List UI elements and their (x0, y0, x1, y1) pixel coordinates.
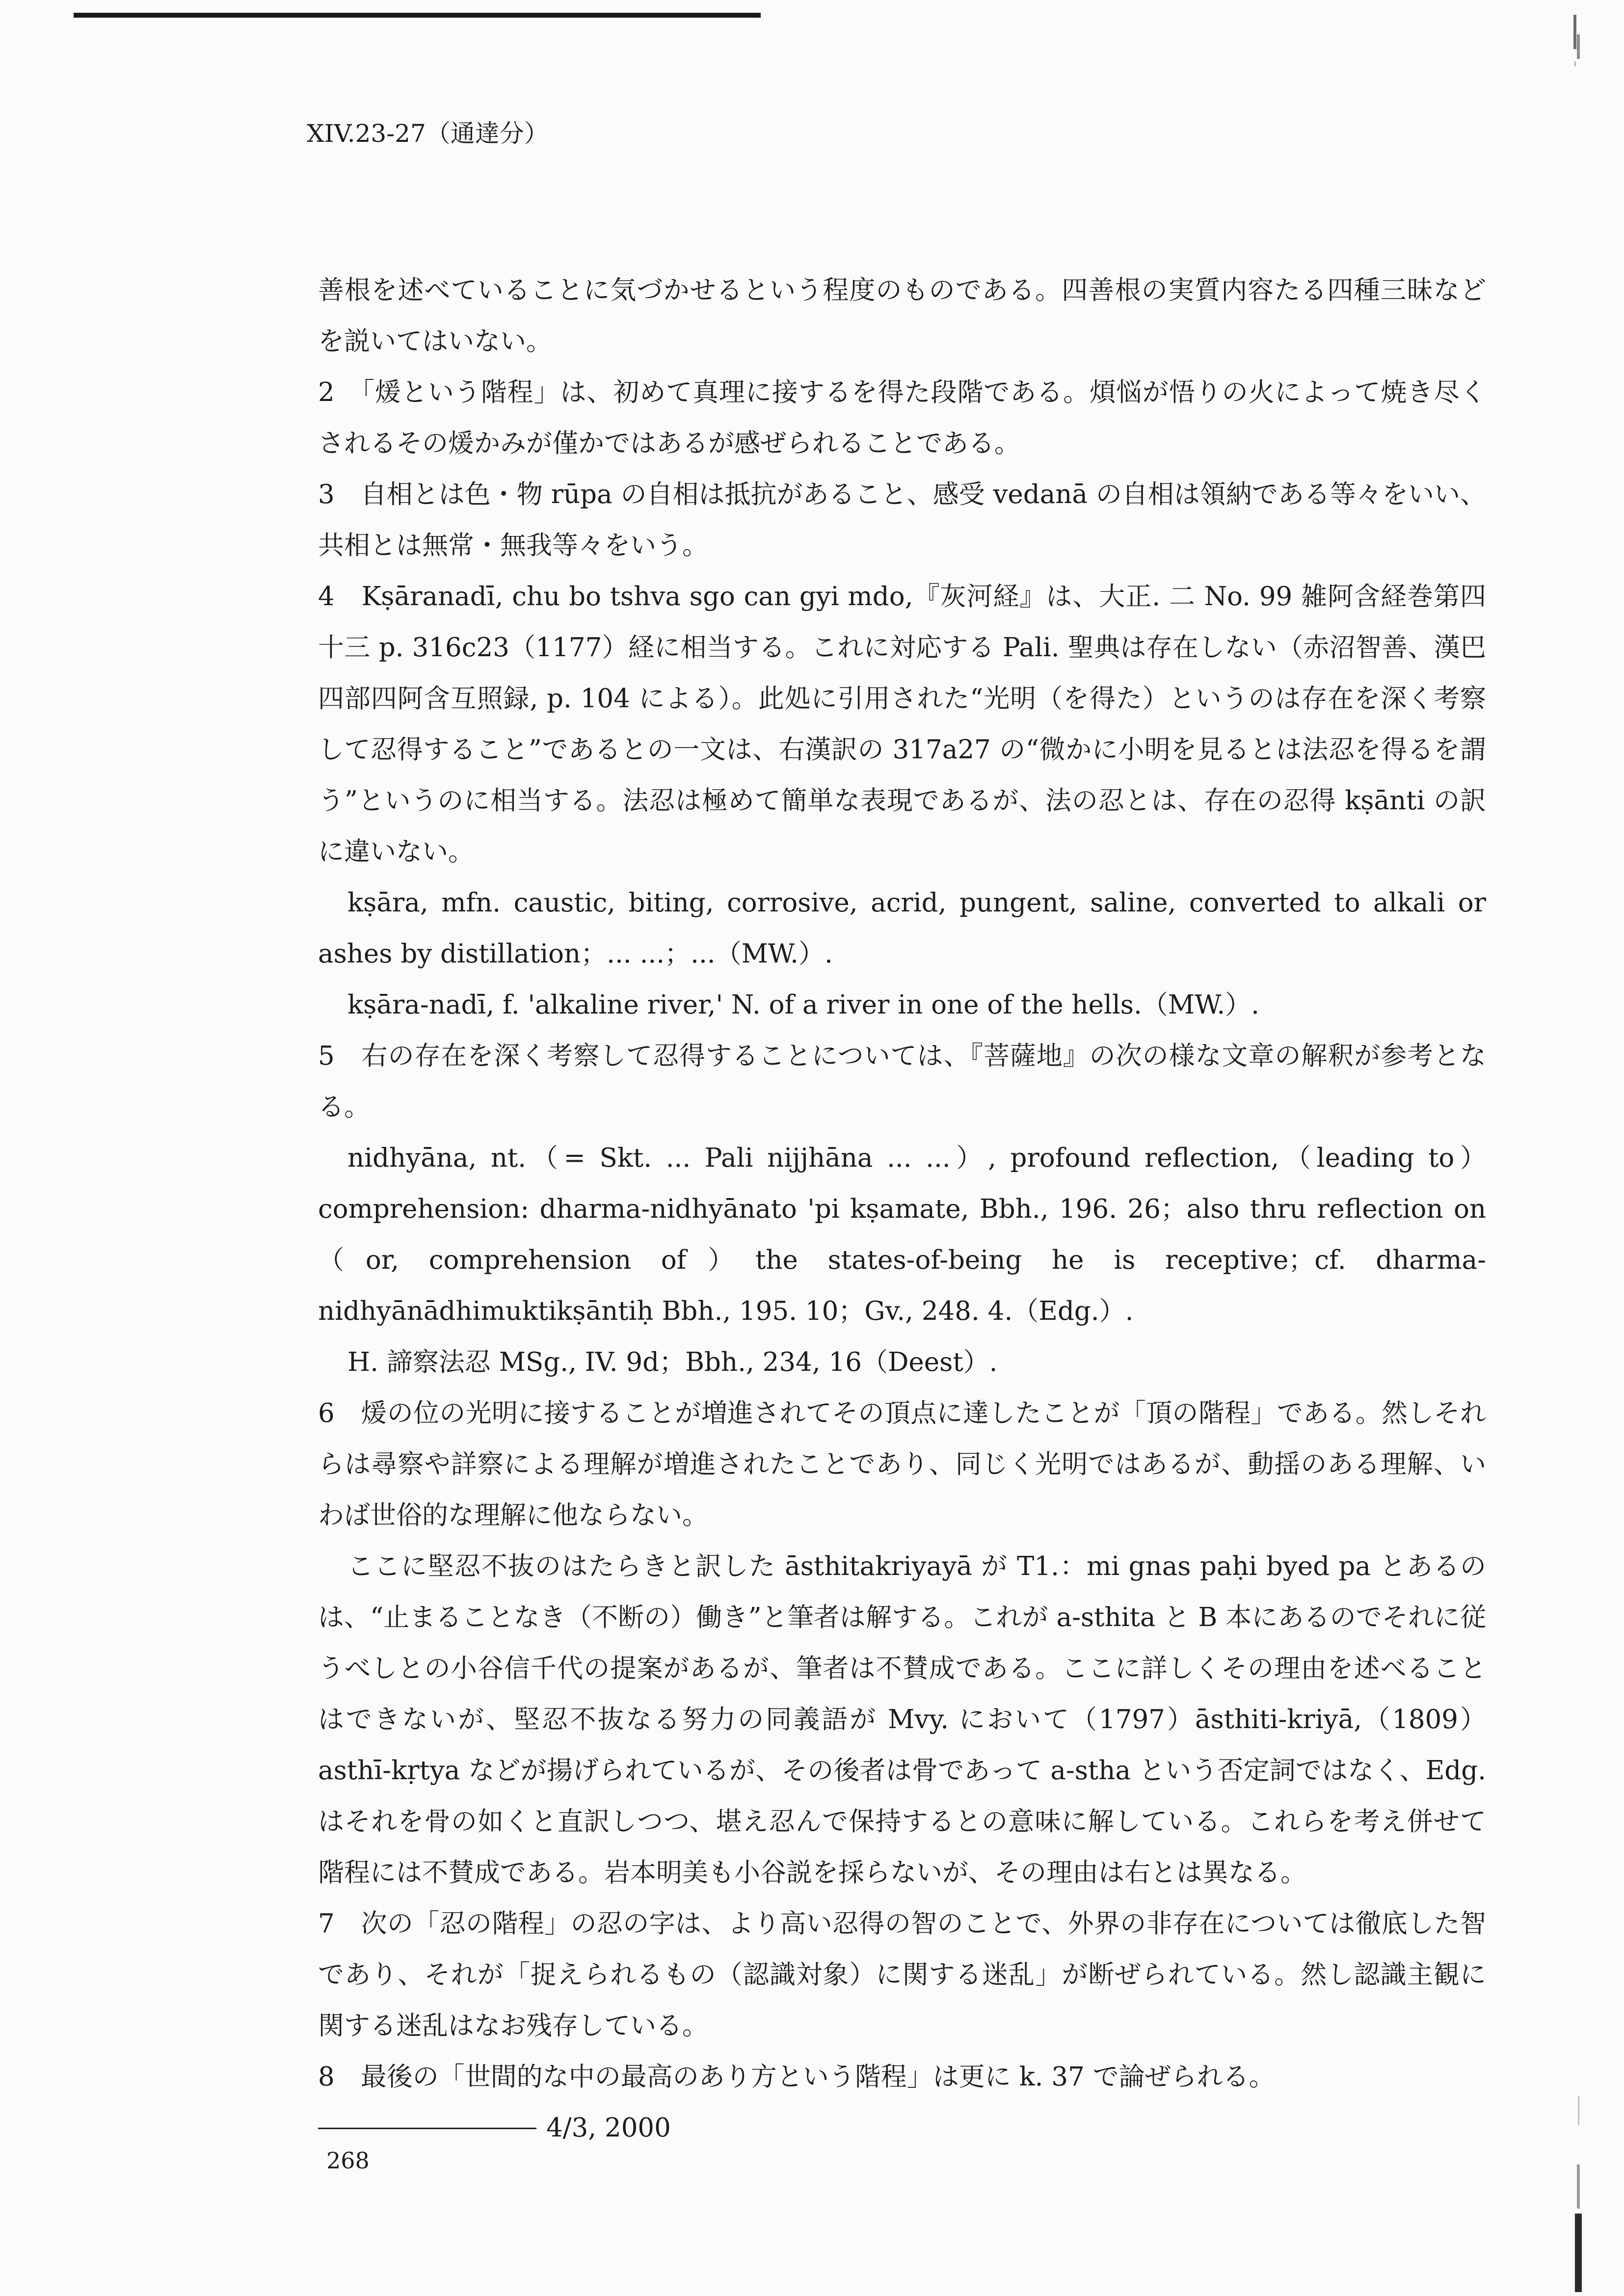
entry-ksara-nadi: kṣāra-nadī, f. 'alkaline river,' N. of a river in one of the hells.（MW.）. (347, 990, 1260, 1020)
note-5: 5 右の存在を深く考察して忍得することについては、『菩薩地』の次の様な文章の解釈が参考となる。 (318, 1041, 1486, 1122)
scan-mark-top (1570, 15, 1582, 69)
top-rule (74, 13, 761, 18)
note-3: 3 自相とは色・物 rūpa の自相は抵抗があること、感受 vedanā の自相は領納である等々をいい、共相とは無常・無我等々をいう。 (318, 480, 1486, 561)
body-text (318, 265, 1486, 2154)
scan-mark-bottom (1568, 2096, 1586, 2292)
note-6-continuation: ここに堅忍不抜のはたらきと訳した āsthitakriyayā が T1.：mi gnas paḥi byed pa とあるのは、“止まることなき（不断の）働き”と筆者は解する。これが a-sthita と B 本にあるのでそれに従うべしとの小谷信千代の提案があるが、筆者は不賛成である。ここに詳しくその理由を述べることはできないが、堅忍不抜なる努力の同義語が Mvy. において（1797）āsthiti-kriyā,（1809）asthī-kṛtya などが揚げられているが、その後者は骨であって a-stha という否定詞ではなく、Edg. はそれを骨の如くと直訳しつつ、堪え忍んで保持するとの意味に解している。これらを考え併せて階程には不賛成である。岩本明美も小谷説を採らないが、その理由は右とは異なる。 (318, 1551, 1486, 1888)
entry-ksara: kṣāra, mfn. caustic, biting, corrosive, acrid, pungent, saline, converted to alkali or ashes by distillation；... ...；...（MW.）. (318, 888, 1486, 969)
note-4: 4 Kṣāranadī, chu bo tshva sgo can gyi mdo,『灰河経』は、大正. 二 No. 99 雑阿含経巻第四十三 p. 316c23（1177）経に相当する。これに対応する Pali. 聖典は存在しない（赤沼智善、漢巴四部四阿含互照録, p. 104 による）。此処に引用された“光明（を得た）というのは存在を深く考察して忍得すること”であるとの一文は、右漢訳の 317a27 の“微かに小明を見るとは法忍を得るを謂う”というのに相当する。法忍は極めて簡単な表現であるが、法の忍とは、存在の忍得 kṣānti の訳に違いない。 (318, 582, 1486, 867)
note-8: 8 最後の「世間的な中の最高のあり方という階程」は更に k. 37 で論ぜられる。 (318, 2062, 1275, 2092)
page-number: 268 (326, 2147, 370, 2174)
note-7: 7 次の「忍の階程」の忍の字は、より高い忍得の智のことで、外界の非存在については徹底した智であり、それが「捉えられるもの（認識対象）に関する迷乱」が断ぜられている。然し認識主観に関する迷乱はなお残存している。 (318, 1909, 1486, 2041)
note-6: 6 煖の位の光明に接することが増進されてその頂点に達したことが「頂の階程」である。然しそれらは尋察や詳察による理解が増進されたことであり、同じく光明ではあるが、動揺のある理解、いわば世俗的な理解に他ならない。 (318, 1398, 1486, 1530)
signature-dash (318, 2128, 536, 2129)
entry-nidhyana: nidhyāna, nt.（= Skt. ... Pali nijjhāna ... ...）, profound reflection,（leading to）comprehension: dharma-nidhyānato 'pi kṣamate, Bbh., 196. 26；also thru reflection on（or, comprehension of）the states-of-being he is receptive；cf. dharma-nidhyānādhimuktikṣāntiḥ Bbh., 195. 10；Gv., 248. 4.（Edg.）. (318, 1143, 1486, 1326)
note-2: 2 「煖という階程」は、初めて真理に接するを得た段階である。煩悩が悟りの火によって焼き尽くされるその煖かみが僅かではあるが感ぜられることである。 (318, 377, 1486, 458)
signature-date: 4/3, 2000 (546, 2113, 671, 2143)
entry-hbh: H. 諦察法忍 MSg., IV. 9d；Bbh., 234, 16（Deest）. (347, 1347, 998, 1377)
running-header: XIV.23-27（通達分） (307, 119, 549, 148)
signature-line (318, 2103, 1486, 2154)
paragraph: 善根を述べていることに気づかせるという程度のものである。四善根の実質内容たる四種三昧などを説いてはいない。 (318, 275, 1486, 356)
